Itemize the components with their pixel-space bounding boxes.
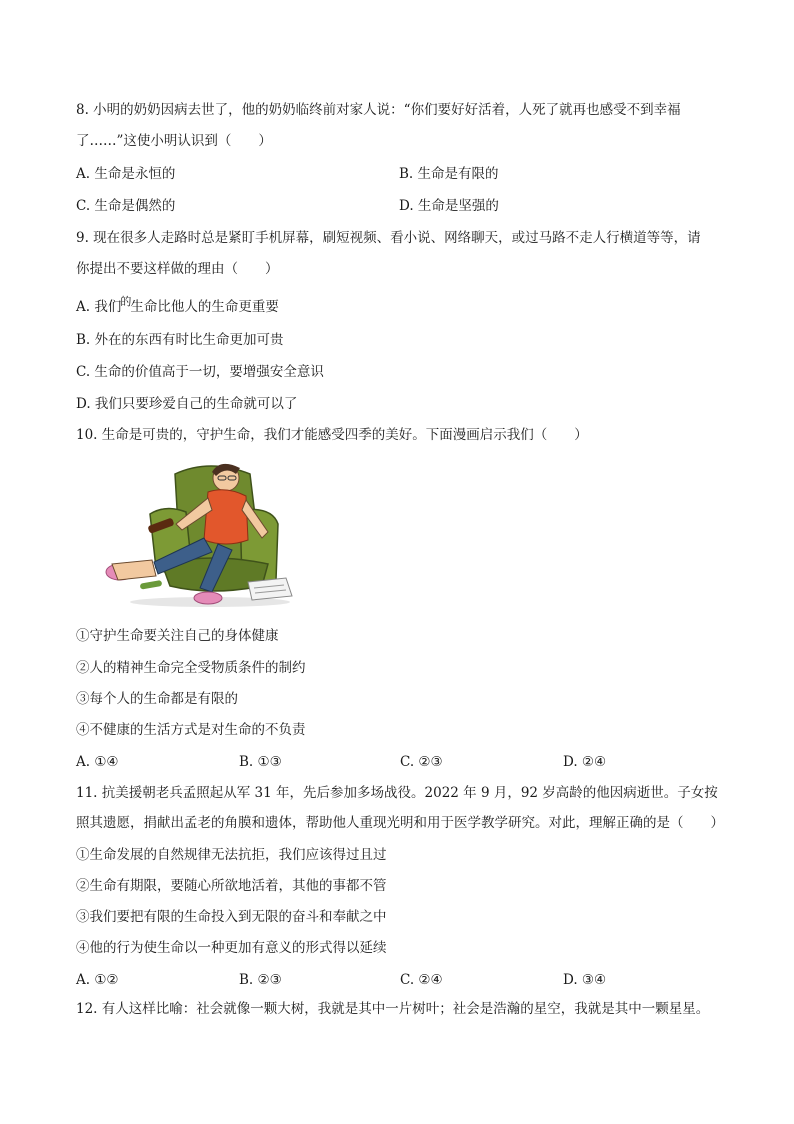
q9-option-c: C. 生命的价值高于一切，要增强安全意识 (76, 364, 324, 380)
q10-option-a: A. ①④ (76, 754, 119, 770)
q10-statement-1: ①守护生命要关注自己的身体健康 (76, 628, 279, 644)
q9-stem-line2: 你提出不要这样做的理由（ ） (76, 261, 279, 277)
q11-statement-2: ②生命有期限，要随心所欲地活着，其他的事都不管 (76, 878, 387, 894)
q11-statement-1: ①生命发展的自然规律无法抗拒，我们应该得过且过 (76, 847, 387, 863)
q11-stem-line2: 照其遗愿，捐献出孟老的角膜和遗体，帮助他人重现光明和用于医学教学研究。对此，理解正确的是（ ） (76, 815, 724, 831)
q11-option-d: D. ③④ (563, 972, 607, 988)
q11-option-b: B. ②③ (239, 972, 282, 988)
q10-statement-3: ③每个人的生命都是有限的 (76, 691, 238, 707)
q9-option-b: B. 外在的东西有时比生命更加可贵 (76, 332, 284, 348)
q8-option-d: D. 生命是坚强的 (399, 198, 499, 214)
q8-option-b: B. 生命是有限的 (399, 166, 499, 182)
q10-stem: 10. 生命是可贵的，守护生命，我们才能感受四季的美好。下面漫画启示我们（ ） (76, 427, 588, 443)
q8-option-a: A. 生命是永恒的 (76, 166, 176, 182)
q8-stem-line2: 了……”这使小明认识到（ ） (76, 133, 272, 149)
q10-option-d: D. ②④ (563, 754, 607, 770)
q9-option-a-superscript: 的 (120, 295, 132, 308)
q10-option-b: B. ①③ (239, 754, 282, 770)
q8-stem-line1: 8. 小明的奶奶因病去世了，他的奶奶临终前对家人说：“你们要好好活着，人死了就再也感受不到幸福 (76, 102, 681, 118)
q11-option-a: A. ①② (76, 972, 119, 988)
q12-stem-line1: 12. 有人这样比喻：社会就像一颗大树，我就是其中一片树叶；社会是浩瀚的星空，我就是其中一颗星星。 (76, 1001, 710, 1017)
q10-statement-4: ④不健康的生活方式是对生命的不负责 (76, 722, 306, 738)
cartoon-man-in-armchair (100, 452, 300, 612)
q9-option-a (76, 297, 279, 318)
q11-statement-4: ④他的行为使生命以一种更加有意义的形式得以延续 (76, 940, 387, 956)
q9-option-a-prefix: A. 我们 (76, 299, 122, 315)
q10-statement-2: ②人的精神生命完全受物质条件的制约 (76, 660, 306, 676)
q11-stem-line1: 11. 抗美援朝老兵孟照起从军 31 年，先后参加多场战役。2022 年 9 月，92 岁高龄的他因病逝世。子女按 (76, 785, 718, 801)
q9-stem-line1: 9. 现在很多人走路时总是紧盯手机屏幕，刷短视频、看小说、网络聊天，或过马路不走人行横道等等，请 (76, 230, 701, 246)
q9-option-d: D. 我们只要珍爱自己的生命就可以了 (76, 396, 298, 412)
q8-option-c: C. 生命是偶然的 (76, 198, 176, 214)
q11-option-c: C. ②④ (400, 972, 443, 988)
q10-option-c: C. ②③ (400, 754, 443, 770)
q9-option-a-suffix: 生命比他人的生命更重要 (130, 299, 279, 315)
q11-statement-3: ③我们要把有限的生命投入到无限的奋斗和奉献之中 (76, 909, 387, 925)
